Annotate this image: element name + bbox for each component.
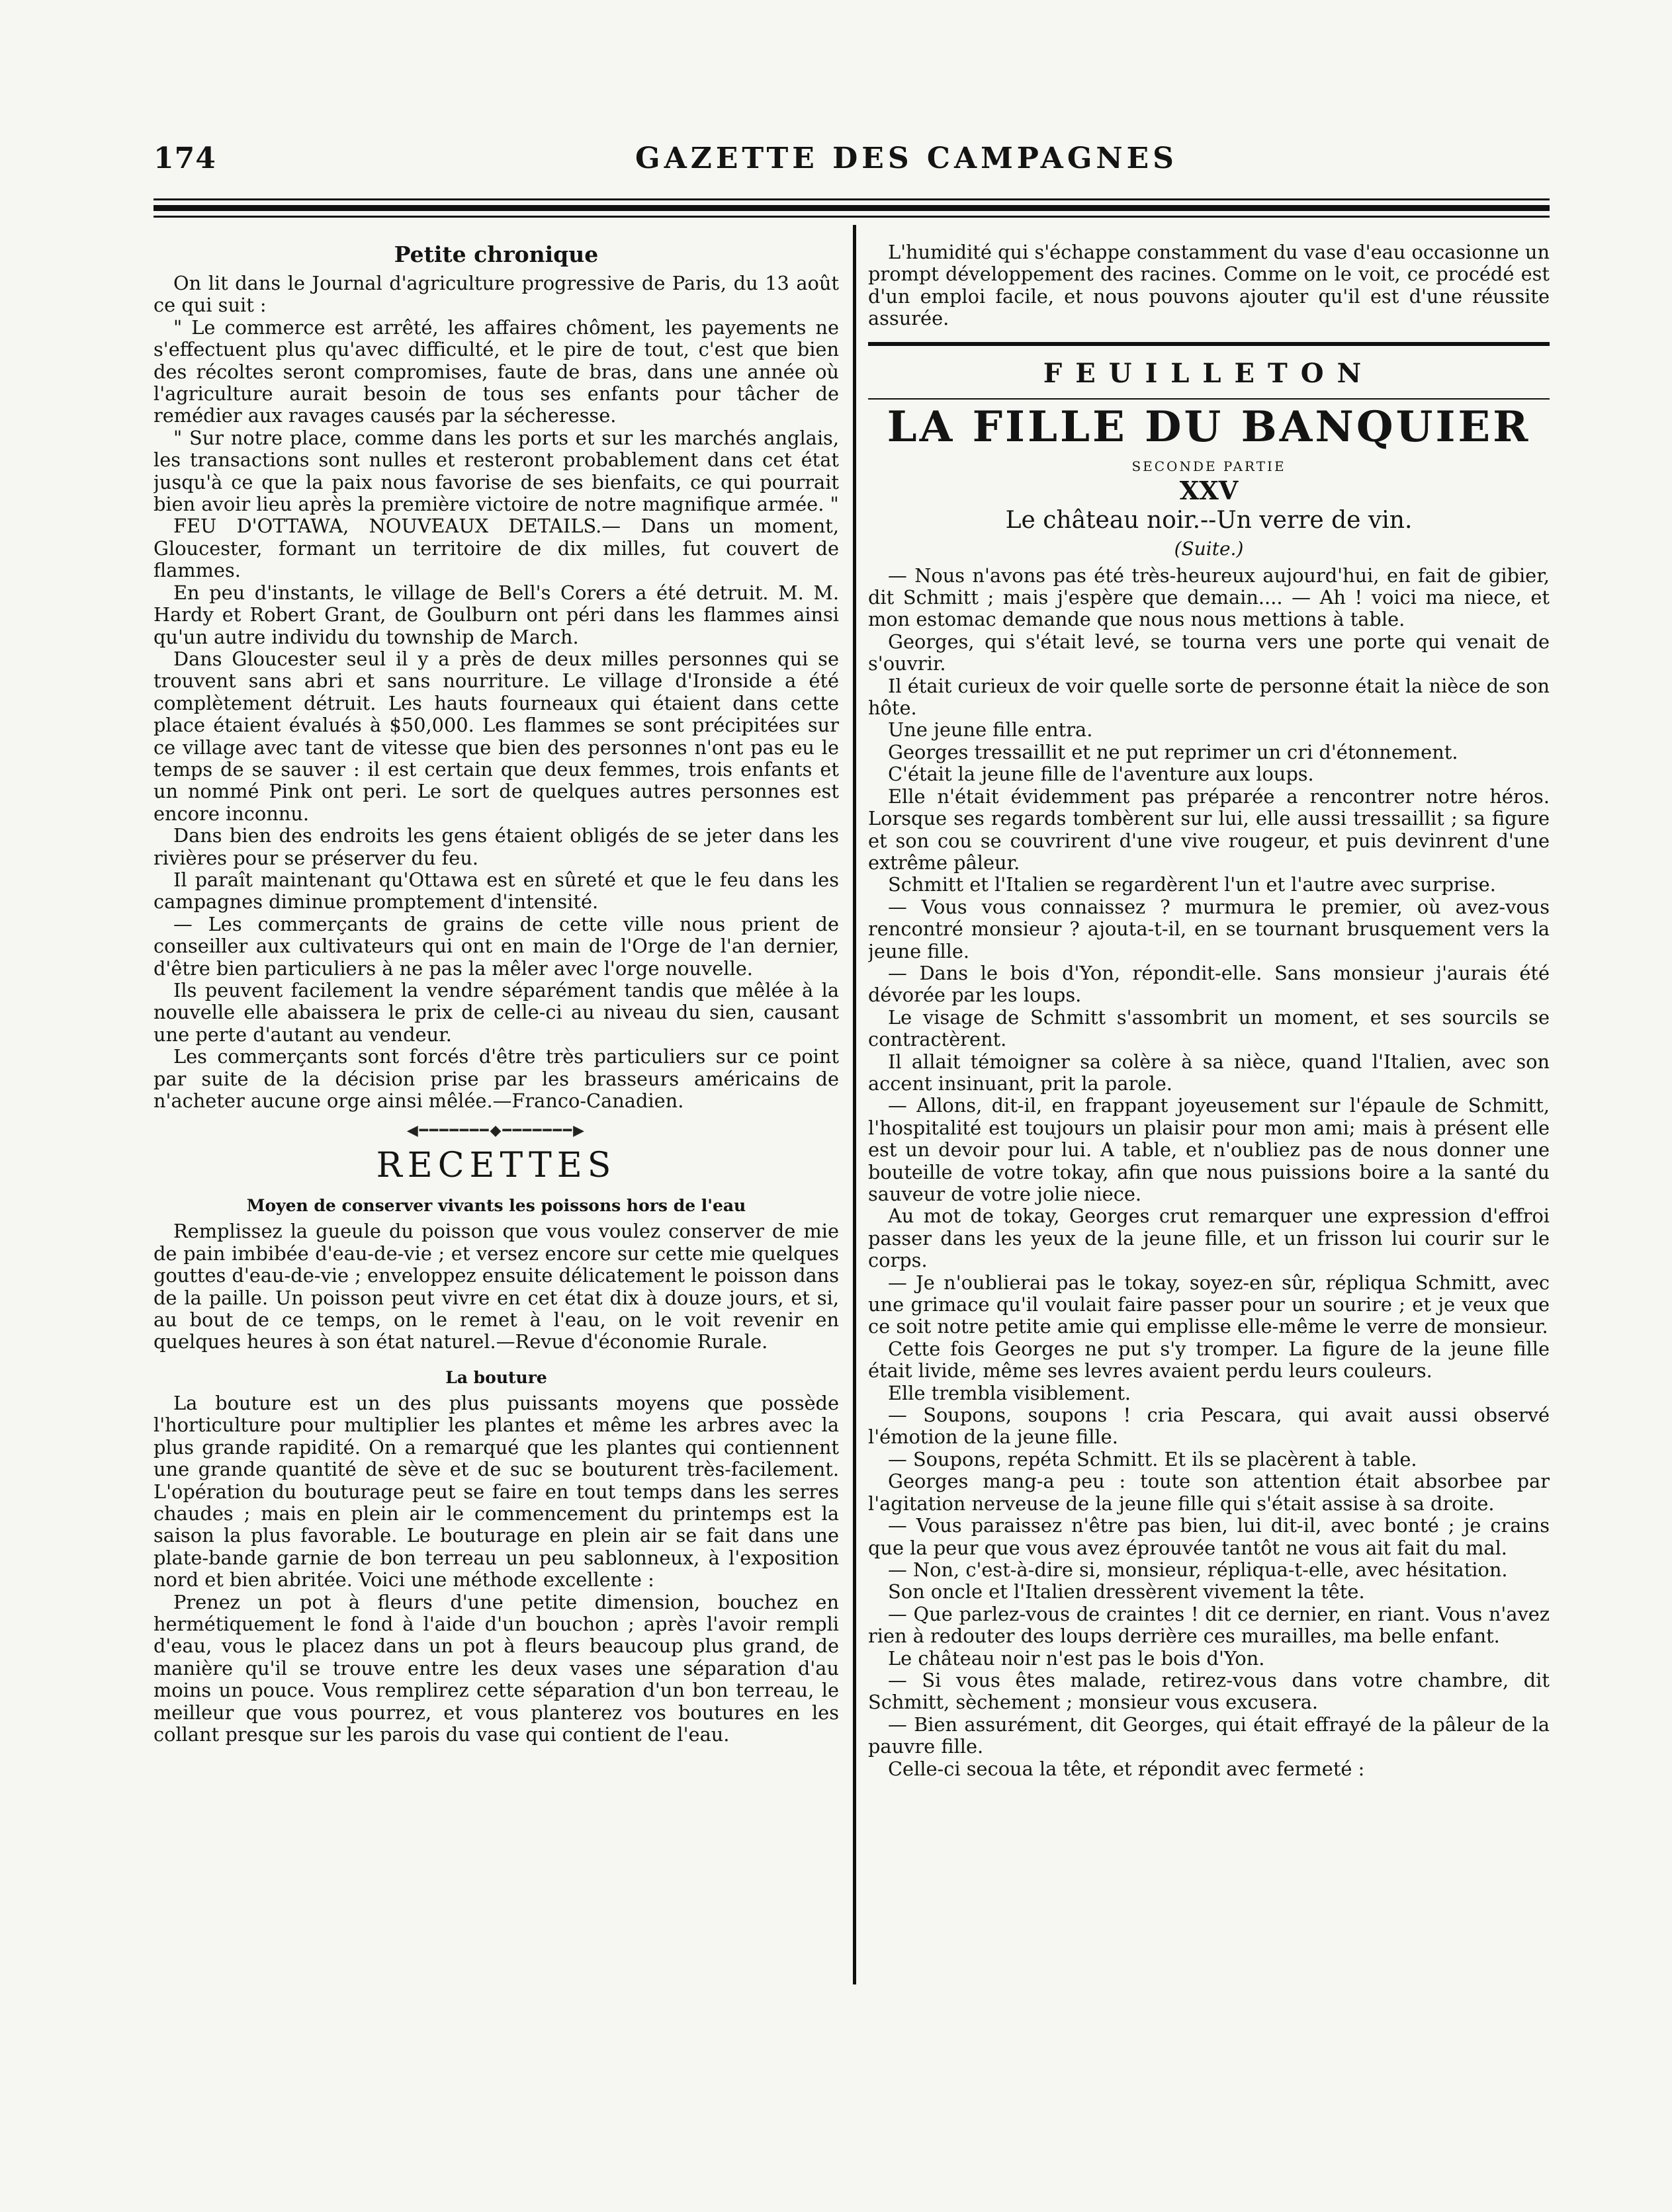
chapter-title: Le château noir.--Un verre de vin. (1005, 506, 1413, 534)
bouture-continued: L'humidité qui s'échappe constamment du vase d'eau occasionne un prompt développement des racines. Comme on le voit, ce procédé est d'un emploi facile, et nous pouvons ajouter qu'il est d'une réussite assurée. (868, 241, 1550, 330)
paragraph: Une jeune fille entra. (888, 718, 1093, 742)
paragraph: Il paraît maintenant qu'Ottawa est en sûreté et que le feu dans les campagnes diminue promptement d'intensité. (154, 868, 839, 914)
paragraph: — Allons, dit-il, en frappant joyeusement sur l'épaule de Schmitt, l'hospitalité est toujours un plaisir pour mon ami; mais à présent elle est un devoir pour lui. A table, et n'oubliez pas de nous donner une bouteille de votre tokay, afin que nous puissions boire a la santé du sauveur de votre jolie niece. (868, 1094, 1550, 1205)
paragraph: La bouture est un des plus puissants moyens que possède l'horticulture pour multiplier les plantes et même les arbres avec la plus grande rapidité. On a remarqué que les plantes qui contiennent une grande quantité de sève et de suc se bouturent très-facilement. L'opération du bouturage peut se faire en tout temps dans les serres chaudes ; mais en plein air le commencement du printemps est la saison la plus favorable. Le bouturage en plein air se fait dans une plate-bande garnie de bon terreau un peu sablonneux, à l'exposition nord et bien abritée. Voici une méthode excellente : (154, 1391, 839, 1592)
paragraph: Dans Gloucester seul il y a près de deux milles personnes qui se trouvent sans abri et sans nourriture. Le village d'Ironside a été complètement détruit. Les hauts fourneaux qui étaient dans cette place étaient évalués à $50,000. Les flammes se sont précipitées sur ce village avec tant de vitesse que bien des personnes n'ont pas eu le temps de se sauver : il est certain que deux femmes, trois enfants et un nommé Pink ont peri. Le sort de quelques autres personnes est encore inconnu. (154, 647, 839, 825)
paragraph: Ils peuvent facilement la vendre séparément tandis que mêlée à la nouvelle elle abaissera le prix de celle-ci au niveau du sien, causant une perte d'autant au vendeur. (154, 979, 839, 1046)
bouture-title: La bouture (445, 1367, 547, 1387)
paragraph: — Vous paraissez n'être pas bien, lui dit-il, avec bonté ; je crains que la peur que vous avez éprouvée tantôt ne vous ait fait du mal. (868, 1514, 1550, 1559)
paragraph: Le visage de Schmitt s'assombrit un moment, et ses sourcils se contractèrent. (868, 1005, 1550, 1051)
novel-body (868, 565, 1550, 1780)
header-rule-thin-2 (154, 216, 1550, 218)
paragraph: — Dans le bois d'Yon, répondit-elle. Sans monsieur j'aurais été dévorée par les loups. (868, 961, 1550, 1007)
paragraph: Son oncle et l'Italien dressèrent vivement la tête. (888, 1580, 1365, 1603)
feuilleton-rule-thin (868, 398, 1550, 400)
paragraph: — Nous n'avons pas été très-heureux aujourd'hui, en fait de gibier, dit Schmitt ; mais j'espère que demain.... — Ah ! voici ma niece, et mon estomac demande que nous nous mettions à table. (868, 564, 1550, 631)
paragraph: Georges mang-a peu : toute son attention était absorbee par l'agitation nerveuse de la jeune fille qui s'était assise à sa droite. (868, 1470, 1550, 1515)
section-title-chronique: Petite chronique (394, 241, 599, 267)
paragraph: Dans bien des endroits les gens étaient obligés de se jeter dans les rivières pour se préserver du feu. (154, 824, 839, 869)
feuilleton-rule (868, 342, 1550, 346)
paragraph: Il était curieux de voir quelle sorte de personne était la nièce de son hôte. (868, 674, 1550, 720)
paragraph: Schmitt et l'Italien se regardèrent l'un et l'autre avec surprise. (888, 873, 1496, 896)
page-number: 174 (154, 142, 216, 175)
paragraph: Celle-ci secoua la tête, et répondit avec fermeté : (888, 1757, 1365, 1780)
feuilleton-heading: FEUILLETON (1043, 357, 1375, 389)
column-divider (853, 225, 856, 1984)
paragraph: Les commerçants sont forcés d'être très particuliers sur ce point par suite de la décision prise par les brasseurs américains de n'acheter aucune orge ainsi mêlée.—Franco-Canadien. (154, 1045, 839, 1113)
paragraph: Prenez un pot à fleurs d'une petite dimension, bouchez en hermétiquement le fond à l'aide d'un bouchon ; après l'avoir rempli d'eau, vous le placez dans un pot à fleurs beaucoup plus grand, de manière qu'il se trouve entre les deux vases une séparation d'au moins un pouce. Vous remplirez cette séparation d'un bon terreau, le meilleur que vous pourrez, et vous planterez vos boutures en les collant presque sur les parois du vase qui contient de l'eau. (154, 1590, 839, 1746)
paragraph: — Bien assurément, dit Georges, qui était effrayé de la pâleur de la pauvre fille. (868, 1713, 1550, 1758)
chronique-body (154, 273, 839, 1112)
paragraph: Elle n'était évidemment pas préparée a rencontrer notre héros. Lorsque ses regards tombèrent sur lui, elle aussi tressaillit ; sa figure et son cou se couvrirent d'une vive rougeur, et puis devinrent d'une extrême pâleur. (868, 785, 1550, 874)
paragraph: Au mot de tokay, Georges crut remarquer une expression d'effroi passer dans les yeux de la jeune fille, et un frisson lui courir sur le corps. (868, 1205, 1550, 1272)
recette-title: Moyen de conserver vivants les poissons hors de l'eau (246, 1196, 746, 1216)
chapter-number: XXV (1179, 475, 1239, 505)
paragraph: — Non, c'est-à-dire si, monsieur, répliqua-t-elle, avec hésitation. (888, 1558, 1508, 1581)
paragraph: — Vous vous connaissez ? murmura le premier, où avez-vous rencontré monsieur ? ajouta-t-il, en se tournant brusquement vers la jeune fille. (868, 895, 1550, 962)
header-rule-thick (154, 205, 1550, 211)
paragraph: On lit dans le Journal d'agriculture progressive de Paris, du 13 août ce qui suit : (154, 272, 839, 317)
left-column (154, 241, 839, 2166)
suite-label: (Suite.) (1174, 537, 1244, 560)
paragraph: Cette fois Georges ne put s'y tromper. La figure de la jeune fille était livide, même ses levres avaient perdu leurs couleurs. (868, 1337, 1550, 1382)
novel-title: LA FILLE DU BANQUIER (887, 402, 1531, 452)
paragraph: — Les commerçants de grains de cette ville nous prient de conseiller aux cultivateurs qui ont en main de l'Orge de l'an dernier, d'être bien particuliers à ne pas la mêler avec l'orge nouvelle. (154, 912, 839, 980)
paragraph: C'était la jeune fille de l'aventure aux loups. (888, 763, 1314, 786)
right-column (868, 241, 1550, 2166)
paragraph: FEU D'OTTAWA, NOUVEAUX DETAILS.— Dans un moment, Gloucester, formant un territoire de dix milles, fut couvert de flammes. (154, 515, 839, 582)
paragraph: Il allait témoigner sa colère à sa nièce, quand l'Italien, avec son accent insinuant, prit la parole. (868, 1050, 1550, 1095)
paragraph: — Si vous êtes malade, retirez-vous dans votre chambre, dit Schmitt, sèchement ; monsieur vous excusera. (868, 1668, 1550, 1714)
paragraph: — Je n'oublierai pas le tokay, soyez-en sûr, répliqua Schmitt, avec une grimace qu'il voulait faire passer pour un sourire ; et je veux que ce soit notre petite amie qui emplisse elle-même le verre de monsieur. (868, 1271, 1550, 1338)
recettes-heading: RECETTES (376, 1146, 617, 1186)
masthead-title: GAZETTE DES CAMPAGNES (635, 142, 1178, 175)
paragraph: " Sur notre place, comme dans les ports et sur les marchés anglais, les transactions sont nulles et resteront probablement dans cet état jusqu'à ce que la paix nous favorise de ses bienfaits, ce qui pourrait bien avoir lieu après la première victoire de notre magnifique armée. " (154, 426, 839, 516)
paragraph: " Le commerce est arrêté, les affaires chôment, les payements ne s'effectuent plus qu'avec difficulté, et le pire de tout, c'est que bien des récoltes seront compromises, faute de bras, dans une année où l'agriculture aurait besoin de tous ses enfants pour tâcher de remédier aux ravages causés par la sécheresse. (154, 316, 839, 427)
paragraph: Georges tressaillit et ne put reprimer un cri d'étonnement. (888, 740, 1458, 763)
part-label: SECONDE PARTIE (1131, 458, 1286, 474)
paragraph: — Soupons, repéta Schmitt. Et ils se placèrent à table. (888, 1447, 1417, 1470)
paragraph: — Que parlez-vous de craintes ! dit ce dernier, en riant. Vous n'avez rien à redouter des loups derrière ces murailles, ma belle enfant. (868, 1602, 1550, 1648)
ornament-divider-icon: ◀━━━━━━━◆━━━━━━━▶ (406, 1123, 586, 1140)
recette-text: Remplissez la gueule du poisson que vous voulez conserver de mie de pain imbibée d'eau-de-vie ; et versez encore sur cette mie quelques gouttes d'eau-de-vie ; enveloppez ensuite délicatement le poisson dans de la paille. Un poisson peut vivre en cet état dix à douze jours, et si, au bout de ce temps, on le remet à l'eau, on le voit revenir en quelques heures à son état naturel.—Revue d'économie Rurale. (154, 1220, 839, 1353)
header-rule-thin (154, 198, 1550, 200)
paragraph: Le château noir n'est pas le bois d'Yon. (888, 1646, 1265, 1670)
paragraph: Georges, qui s'était levé, se tourna vers une porte qui venait de s'ouvrir. (868, 630, 1550, 675)
paragraph: En peu d'instants, le village de Bell's Corers a été detruit. M. M. Hardy et Robert Grant, de Goulburn ont péri dans les flammes ainsi qu'un autre individu du township de March. (154, 581, 839, 648)
paragraph: — Soupons, soupons ! cria Pescara, qui avait aussi observé l'émotion de la jeune fille. (868, 1404, 1550, 1449)
paragraph: Elle trembla visiblement. (888, 1381, 1131, 1404)
